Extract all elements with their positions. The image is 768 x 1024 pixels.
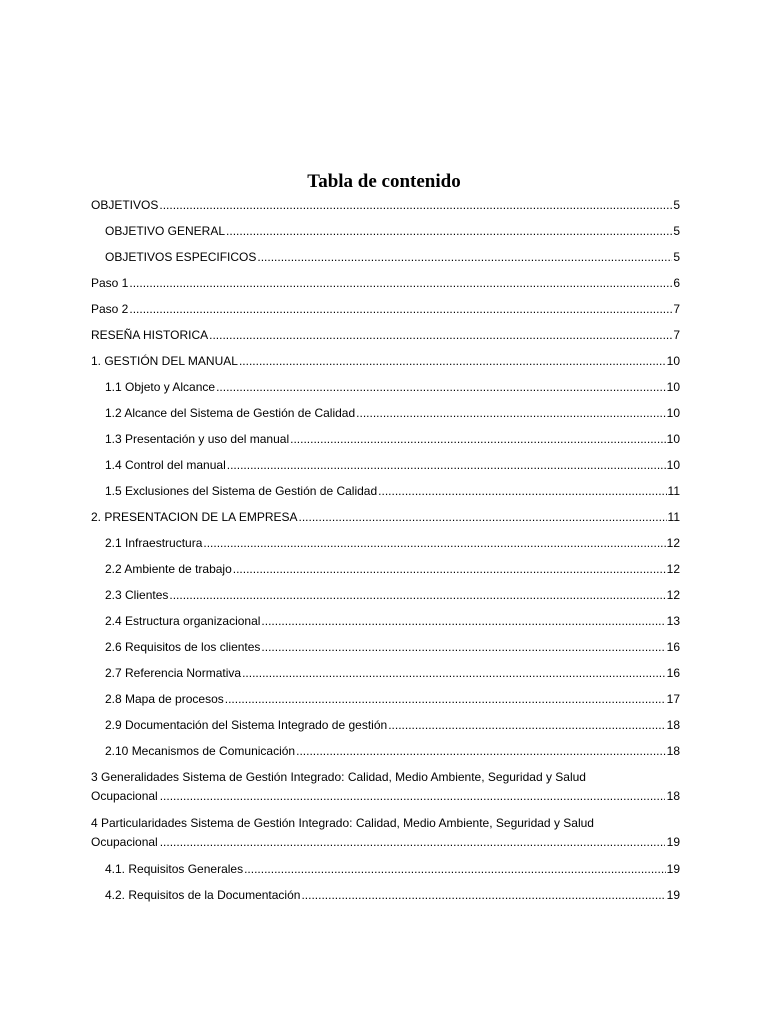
toc-entry[interactable] xyxy=(91,480,680,506)
table-of-contents xyxy=(91,194,680,910)
toc-page-number: 10 xyxy=(666,406,680,420)
toc-entry-label: OBJETIVOS ESPECIFICOS xyxy=(105,250,257,264)
dot-leader xyxy=(261,640,665,654)
dot-leader xyxy=(160,833,665,852)
toc-page-number: 12 xyxy=(666,588,680,602)
toc-page-number: 10 xyxy=(666,458,680,472)
toc-page-number: 19 xyxy=(666,862,680,876)
dot-leader xyxy=(209,328,672,342)
toc-entry[interactable] xyxy=(91,298,680,324)
toc-page-number: 12 xyxy=(666,536,680,550)
toc-entry-label: 4.1. Requisitos Generales xyxy=(105,862,244,876)
dot-leader xyxy=(257,250,672,264)
toc-page-number: 7 xyxy=(673,302,680,316)
toc-entry[interactable] xyxy=(91,532,680,558)
dot-leader xyxy=(159,198,672,212)
dot-leader xyxy=(216,380,666,394)
toc-entry-label: 1. GESTIÓN DEL MANUAL xyxy=(91,354,238,368)
dot-leader xyxy=(225,692,666,706)
toc-entry-label: 1.3 Presentación y uso del manual xyxy=(105,432,290,446)
dot-leader xyxy=(244,862,666,876)
dot-leader xyxy=(261,614,665,628)
toc-entry-label: 1.1 Objeto y Alcance xyxy=(105,380,216,394)
toc-entry[interactable] xyxy=(91,740,680,766)
toc-entry-label: 1.4 Control del manual xyxy=(105,458,226,472)
toc-entry-label: 2.10 Mecanismos de Comunicación xyxy=(105,744,296,758)
toc-entry[interactable] xyxy=(91,506,680,532)
toc-entry-label: 2. PRESENTACION DE LA EMPRESA xyxy=(91,510,298,524)
toc-entry[interactable] xyxy=(91,376,680,402)
toc-entry[interactable] xyxy=(91,884,680,910)
toc-entry-label: RESEÑA HISTORICA xyxy=(91,328,209,342)
toc-entry-label: OBJETIVOS xyxy=(91,198,159,212)
dot-leader xyxy=(129,302,672,316)
toc-page-number: 10 xyxy=(666,432,680,446)
toc-page-number: 12 xyxy=(666,562,680,576)
toc-entry[interactable] xyxy=(91,454,680,480)
toc-entry-multiline[interactable] xyxy=(91,812,680,858)
toc-entry[interactable] xyxy=(91,272,680,298)
dot-leader xyxy=(233,562,666,576)
dot-leader xyxy=(356,406,665,420)
toc-entry[interactable] xyxy=(91,220,680,246)
dot-leader xyxy=(299,510,667,524)
toc-entry-label: 2.6 Requisitos de los clientes xyxy=(105,640,261,654)
toc-entry-label-continued: Ocupacional xyxy=(91,835,158,849)
dot-leader xyxy=(239,354,666,368)
toc-page-number: 5 xyxy=(673,250,680,264)
toc-page-number: 10 xyxy=(666,380,680,394)
toc-page-number: 19 xyxy=(666,835,680,849)
dot-leader xyxy=(290,432,666,446)
toc-page-number: 11 xyxy=(667,510,680,524)
toc-entry[interactable] xyxy=(91,714,680,740)
dot-leader xyxy=(227,458,666,472)
toc-page-number: 11 xyxy=(667,484,680,498)
toc-entry[interactable] xyxy=(91,858,680,884)
toc-entry-label: 2.8 Mapa de procesos xyxy=(105,692,224,706)
toc-entry[interactable] xyxy=(91,402,680,428)
toc-page-number: 18 xyxy=(666,718,680,732)
toc-page-number: 7 xyxy=(673,328,680,342)
toc-entry[interactable] xyxy=(91,194,680,220)
toc-page-number: 13 xyxy=(666,614,680,628)
toc-entry-label: 3 Generalidades Sistema de Gestión Integrado: Calidad, Medio Ambiente, Seguridad y Salud xyxy=(91,770,586,784)
toc-entry[interactable] xyxy=(91,662,680,688)
dot-leader xyxy=(388,718,665,732)
toc-page-number: 17 xyxy=(666,692,680,706)
toc-entry[interactable] xyxy=(91,636,680,662)
toc-entry[interactable] xyxy=(91,610,680,636)
toc-entry-label: 2.9 Documentación del Sistema Integrado de gestión xyxy=(105,718,388,732)
toc-entry-label: Paso 1 xyxy=(91,276,129,290)
dot-leader xyxy=(169,588,665,602)
toc-entry-label-continued: Ocupacional xyxy=(91,789,158,803)
toc-entry[interactable] xyxy=(91,584,680,610)
toc-entry-label: 2.3 Clientes xyxy=(105,588,169,602)
dot-leader xyxy=(226,224,672,238)
toc-page-number: 18 xyxy=(666,744,680,758)
toc-page-number: 10 xyxy=(666,354,680,368)
toc-entry-label: 1.2 Alcance del Sistema de Gestión de Calidad xyxy=(105,406,356,420)
toc-entry-label: 2.7 Referencia Normativa xyxy=(105,666,242,680)
dot-leader xyxy=(301,888,665,902)
toc-entry-continuation xyxy=(91,833,680,852)
dot-leader xyxy=(203,536,665,550)
toc-entry-label: 2.2 Ambiente de trabajo xyxy=(105,562,232,576)
dot-leader xyxy=(296,744,666,758)
dot-leader xyxy=(242,666,666,680)
toc-entry-label: 2.1 Infraestructura xyxy=(105,536,203,550)
toc-entry[interactable] xyxy=(91,428,680,454)
toc-entry-continuation xyxy=(91,787,680,806)
toc-entry-label: OBJETIVO GENERAL xyxy=(105,224,226,238)
toc-entry[interactable] xyxy=(91,558,680,584)
toc-page-number: 16 xyxy=(666,640,680,654)
toc-page-number: 16 xyxy=(666,666,680,680)
toc-entry[interactable] xyxy=(91,246,680,272)
toc-entry-label: 1.5 Exclusiones del Sistema de Gestión de Calidad xyxy=(105,484,378,498)
dot-leader xyxy=(160,787,665,806)
toc-page-number: 19 xyxy=(666,888,680,902)
toc-entry-multiline[interactable] xyxy=(91,766,680,812)
toc-entry[interactable] xyxy=(91,688,680,714)
dot-leader xyxy=(129,276,672,290)
toc-entry[interactable] xyxy=(91,324,680,350)
toc-entry-label: 4 Particularidades Sistema de Gestión Integrado: Calidad, Medio Ambiente, Seguridad y Salud xyxy=(91,816,594,830)
toc-page-number: 5 xyxy=(673,198,680,212)
toc-entry[interactable] xyxy=(91,350,680,376)
toc-entry-label: 2.4 Estructura organizacional xyxy=(105,614,261,628)
dot-leader xyxy=(378,484,666,498)
toc-page-number: 5 xyxy=(673,224,680,238)
toc-page-number: 6 xyxy=(673,276,680,290)
toc-entry-label: Paso 2 xyxy=(91,302,129,316)
toc-title: Tabla de contenido xyxy=(307,171,461,192)
toc-entry-label: 4.2. Requisitos de la Documentación xyxy=(105,888,301,902)
toc-page-number: 18 xyxy=(666,789,680,803)
